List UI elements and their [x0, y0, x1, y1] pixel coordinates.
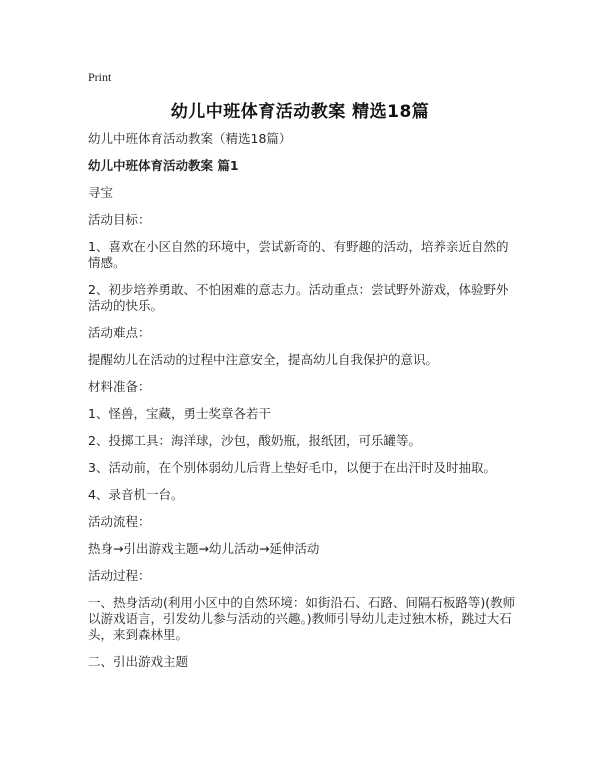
paragraph: 1、喜欢在小区自然的环境中，尝试新奇的、有野趣的活动，培养亲近自然的情感。	[88, 239, 509, 270]
paragraph: 寻宝	[88, 185, 114, 200]
paragraph: 活动目标：	[88, 212, 151, 227]
paragraph: 二、引出游戏主题	[88, 654, 189, 669]
paragraph: 4、录音机一台。	[88, 487, 184, 502]
paragraph: 3、活动前，在个别体弱幼儿后背上垫好毛巾，以便于在出汗时及时抽取。	[88, 460, 496, 475]
paragraph: 热身→引出游戏主题→幼儿活动→延伸活动	[88, 541, 320, 556]
paragraph: 1、怪兽，宝藏，勇士奖章各若干	[88, 406, 271, 421]
print-link[interactable]: Print	[88, 70, 112, 84]
paragraph: 活动流程：	[88, 514, 151, 529]
document-subtitle: 幼儿中班体育活动教案（精选18篇）	[88, 131, 292, 146]
paragraph: 材料准备：	[88, 379, 151, 394]
document-body	[88, 131, 520, 681]
paragraph: 活动难点：	[88, 325, 151, 340]
paragraph: 一、热身活动(利用小区中的自然环境：如街沿石、石路、间隔石板路等)(教师以游戏语言，引发幼儿参与活动的兴趣。)教师引导幼儿走过独木桥，跳过大石头，来到森林里。	[88, 595, 516, 642]
document-title: 幼儿中班体育活动教案 精选18篇	[170, 102, 430, 122]
paragraph: 2、初步培养勇敢、不怕困难的意志力。活动重点：尝试野外游戏，体验野外活动的快乐。	[88, 282, 509, 313]
section-heading: 幼儿中班体育活动教案 篇1	[88, 158, 239, 173]
paragraph: 提醒幼儿在活动的过程中注意安全，提高幼儿自我保护的意识。	[88, 352, 439, 367]
paragraph: 活动过程：	[88, 568, 151, 583]
paragraph: 2、投掷工具：海洋球，沙包，酸奶瓶，报纸团，可乐罐等。	[88, 433, 421, 448]
